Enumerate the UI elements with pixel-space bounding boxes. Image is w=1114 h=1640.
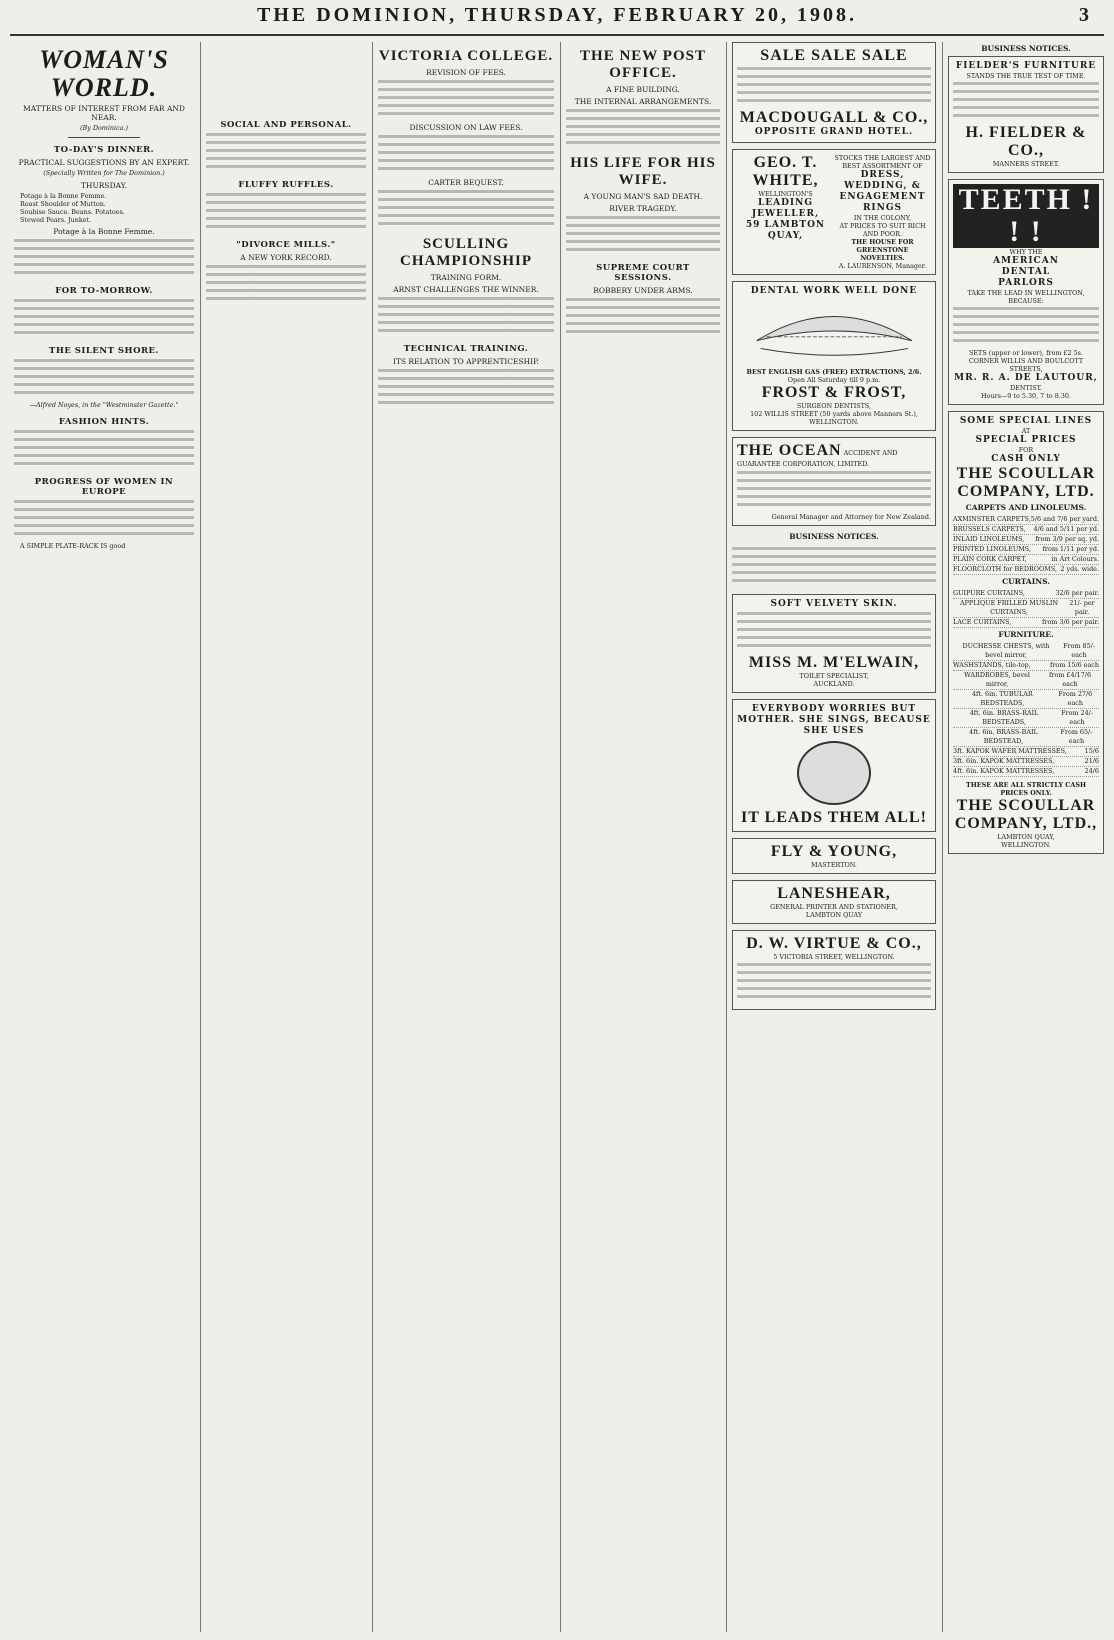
column-post-office — [566, 42, 720, 1632]
masthead-title: THE DOMINION, THURSDAY, FEBRUARY 20, 1908. — [257, 4, 857, 26]
body-text — [206, 133, 366, 173]
ad-firm: MACDOUGALL & CO., — [739, 109, 929, 126]
body-text — [14, 500, 194, 540]
body-text — [566, 109, 720, 149]
price-item: 4ft. 6in. TUBULAR BEDSTEADS, — [971, 690, 1033, 707]
article-heading: TO-DAY'S DINNER. — [53, 144, 155, 155]
ad-text: WHY THE — [1009, 248, 1043, 256]
dentures-illustration — [747, 301, 922, 361]
article-heading: TECHNICAL TRAINING. — [403, 344, 529, 354]
price-row — [953, 525, 1099, 535]
article-heading: VICTORIA COLLEGE. — [378, 48, 554, 64]
price-row — [953, 618, 1099, 628]
price-row — [953, 690, 1099, 709]
recipe-heading: Potage à la Bonne Femme. — [53, 227, 155, 237]
list-heading: CARPETS AND LINOLEUMS. — [965, 503, 1087, 512]
price-item: DUCHESSE CHESTS, with bevel mirror, — [962, 642, 1050, 659]
ad-text: IN THE COLONY, — [853, 214, 912, 222]
poem-text — [14, 359, 194, 399]
curtains-list — [953, 589, 1099, 628]
body-text: A SIMPLE PLATE-RACK IS good — [20, 542, 126, 551]
article-heading: PROGRESS OF WOMEN IN EUROPE — [34, 477, 174, 498]
price-value: from £4/17/6 each — [1049, 671, 1092, 688]
ad-headline: TEETH ! ! ! — [953, 184, 1099, 248]
ad-firm: MISS M. M'ELWAIN, — [748, 653, 920, 671]
ad-fielder — [948, 56, 1104, 173]
ad-text — [953, 82, 1099, 122]
ad-text: SURGEON DENTISTS, — [796, 401, 872, 410]
body-text — [378, 369, 554, 409]
ad-tagline: STANDS THE TRUE TEST OF TIME. — [966, 72, 1086, 80]
furniture-list — [953, 642, 1099, 777]
masthead — [0, 4, 1114, 44]
price-item: 3ft. KAPOK WAFER MATTRESSES, — [953, 747, 1067, 755]
price-item: 4ft. 6in. BRASS-RAIL BEDSTEADS, — [969, 709, 1039, 726]
article-subheading: A NEW YORK RECORD. — [240, 253, 332, 262]
ad-text: General Manager and Attorney for New Zealand. — [771, 512, 931, 521]
ad-laneshear — [732, 880, 936, 924]
ad-mcelwain — [732, 594, 936, 693]
menu-item: Stewed Pears. Junket. — [20, 215, 92, 224]
ad-text: AT PRICES TO SUIT RICH AND POOR. — [839, 222, 926, 238]
article-subheading: PRACTICAL SUGGESTIONS BY AN EXPERT. — [18, 157, 190, 167]
price-value: 2 yds. wide. — [1060, 565, 1099, 573]
ad-headline: DENTAL WORK WELL DONE — [750, 286, 918, 296]
ad-text: ACCIDENT AND GUARANTEE CORPORATION, LIMITED. — [737, 448, 898, 468]
ad-text: Hours—9 to 5.30, 7 to 8.30. — [981, 392, 1071, 400]
ad-white-jeweller — [732, 149, 936, 275]
price-row — [953, 671, 1099, 690]
ad-scoullar — [948, 411, 1104, 854]
ad-text: Open All Saturday till 9 p.m. — [787, 375, 881, 384]
menu-item: Roast Shoulder of Mutton. — [20, 199, 106, 208]
price-row — [953, 535, 1099, 545]
price-value: From 85/- each — [1063, 642, 1095, 659]
ad-text: DENTIST. — [1010, 384, 1042, 392]
price-row — [953, 661, 1099, 671]
price-value: from 1/11 per yd. — [1042, 545, 1099, 553]
list-heading: FURNITURE. — [998, 630, 1054, 639]
ad-text: GENERAL PRINTER AND STATIONER, — [770, 902, 898, 911]
body-text — [378, 135, 554, 175]
ad-firm: FLY & YOUNG, — [770, 842, 898, 860]
article-subheading: DISCUSSION ON LAW FEES. — [409, 123, 523, 132]
price-item: APPLIQUE FRILLED MUSLIN CURTAINS, — [960, 599, 1059, 616]
section-heading: BUSINESS NOTICES. — [981, 44, 1071, 53]
ad-address: CORNER WILLIS AND BOULCOTT STREETS, — [968, 357, 1084, 373]
price-value: From 24/- each — [1061, 709, 1093, 726]
column-advertisements — [732, 42, 936, 1632]
article-subheading: A FINE BUILDING. — [606, 85, 680, 94]
ad-american-dental — [948, 179, 1104, 405]
sewing-machine-emblem — [797, 741, 871, 805]
price-item: AXMINSTER CARPETS, — [953, 515, 1031, 523]
price-row — [953, 545, 1099, 555]
ad-text: A. LAURENSON, Manager. — [838, 262, 927, 270]
price-row — [953, 642, 1099, 661]
body-text — [378, 80, 554, 120]
ad-text: MR. R. A. DE LAUTOUR, — [954, 373, 1098, 383]
ad-text: THE HOUSE FOR GREENSTONE NOVELTIES. — [851, 238, 914, 262]
ad-text: FOR — [1018, 446, 1034, 454]
column-divider — [726, 42, 727, 1632]
ad-text: THESE ARE ALL STRICTLY CASH PRICES ONLY. — [966, 781, 1086, 797]
column-divider — [372, 42, 373, 1632]
section-heading: BUSINESS NOTICES. — [789, 531, 879, 541]
price-value: 5/6 and 7/6 per yard. — [1030, 515, 1099, 523]
ad-ocean — [732, 437, 936, 526]
ad-firm: THE OCEAN — [737, 441, 842, 459]
price-item: FLOORCLOTH for BEDROOMS, — [953, 565, 1058, 573]
price-item: 4ft. 6in. KAPOK MATTRESSES, — [953, 767, 1055, 775]
ad-virtue — [732, 930, 936, 1010]
ad-text — [737, 471, 931, 511]
menu-item: Soubise Sauce. Beans. Potatoes. — [20, 207, 125, 216]
ad-text: TOILET SPECIALIST, — [799, 671, 869, 680]
ad-text: WELLINGTON'S — [758, 190, 813, 198]
price-row — [953, 555, 1099, 565]
section-heading: WOMAN'S WORLD. — [39, 45, 169, 102]
article-subheading: RIVER TRAGEDY. — [609, 204, 677, 213]
ad-text: AT — [1021, 427, 1031, 435]
ad-text — [737, 963, 931, 1003]
ad-headline: SPECIAL PRICES — [975, 435, 1077, 445]
ad-firm: D. W. VIRTUE & CO., — [746, 934, 922, 952]
page-number: 3 — [1079, 4, 1092, 26]
ad-firm: THE SCOULLAR COMPANY, LTD., — [954, 797, 1098, 832]
price-row — [953, 589, 1099, 599]
price-row — [953, 599, 1099, 618]
price-item: 4ft. 6in. BRASS-BAIL BEDSTEAD, — [969, 728, 1038, 745]
ad-address: 59 LAMBTON QUAY, — [745, 220, 826, 241]
ad-firm: FROST & FROST, — [761, 383, 907, 401]
body-text — [378, 190, 554, 230]
price-value: from 15/6 each — [1049, 661, 1099, 669]
ad-sale — [732, 42, 936, 143]
column-divider — [560, 42, 561, 1632]
price-value: in Art Colours. — [1051, 555, 1099, 563]
ad-firm: THE SCOULLAR COMPANY, LTD. — [956, 465, 1096, 500]
price-value: from 3/6 per pair. — [1042, 618, 1099, 626]
ad-dental — [732, 281, 936, 431]
ad-headline: SOFT VELVETY SKIN. — [770, 598, 898, 609]
price-row — [953, 728, 1099, 747]
price-item: PRINTED LINOLEUMS, — [953, 545, 1031, 553]
price-value: 4/6 and 5/11 per yd. — [1033, 525, 1099, 533]
article-heading: HIS LIFE FOR HIS WIFE. — [570, 155, 716, 188]
body-text — [14, 430, 194, 470]
ad-address: WELLINGTON. — [1001, 841, 1051, 849]
price-value: 32/6 per pair. — [1055, 589, 1099, 597]
price-value: From 65/- each — [1060, 728, 1093, 745]
column-victoria-college — [378, 42, 554, 1632]
price-value: from 3/9 per sq. yd. — [1035, 535, 1099, 543]
article-heading: FOR TO-MORROW. — [55, 286, 153, 297]
price-value: From 27/6 each — [1058, 690, 1093, 707]
article-heading: FLUFFY RUFFLES. — [238, 180, 334, 190]
ad-text — [737, 612, 931, 652]
article-heading: "DIVORCE MILLS." — [236, 240, 336, 250]
ad-headline: FIELDER'S FURNITURE — [955, 61, 1097, 71]
price-value: 15/6 — [1084, 747, 1099, 755]
ad-text — [737, 67, 931, 107]
price-item: WASHSTANDS, tile-top, — [953, 661, 1031, 669]
price-row — [953, 709, 1099, 728]
ad-text: STOCKS THE LARGEST AND BEST ASSORTMENT OF — [834, 154, 931, 170]
article-subheading: ROBBERY UNDER ARMS. — [593, 286, 693, 295]
article-subheading: ITS RELATION TO APPRENTICESHIP. — [392, 357, 540, 366]
ad-headline: CASH ONLY — [991, 454, 1061, 464]
ad-headline: SOME SPECIAL LINES — [959, 416, 1093, 426]
body-text — [206, 193, 366, 233]
ad-firm: H. FIELDER & CO., — [965, 124, 1087, 159]
ad-address: 5 VICTORIA STREET, WELLINGTON. — [773, 952, 895, 961]
column-social — [206, 42, 366, 1632]
ad-address: LAMBTON QUAY — [805, 910, 863, 919]
column-divider — [200, 42, 201, 1632]
ad-singer — [732, 699, 936, 832]
article-heading: SCULLING CHAMPIONSHIP — [400, 236, 532, 269]
price-item: 3ft. 6in. KAPOK MATTRESSES, — [953, 757, 1055, 765]
ad-text: LEADING JEWELLER, — [751, 198, 820, 219]
ad-headline: SALE SALE SALE — [760, 47, 908, 64]
article-subheading: REVISION OF FEES. — [426, 68, 506, 77]
byline: (By Dominica.) — [80, 124, 128, 132]
body-text — [378, 297, 554, 337]
price-item: PLAIN CORK CARPET, — [953, 555, 1027, 563]
ad-text: DENTAL — [1001, 267, 1051, 277]
column-womans-world — [14, 42, 194, 1632]
article-subheading: A YOUNG MAN'S SAD DEATH. — [583, 192, 703, 201]
body-text — [566, 298, 720, 338]
article-subheading: THE INTERNAL ARRANGEMENTS. — [574, 97, 712, 106]
ad-text: BEST ENGLISH GAS (FREE) EXTRACTIONS, 2/6. — [746, 367, 922, 376]
ad-text: MASTERTON. — [811, 860, 857, 869]
price-row — [953, 767, 1099, 777]
article-heading: THE NEW POST OFFICE. — [580, 48, 706, 81]
body-text — [732, 547, 936, 587]
ad-headline: EVERYBODY WORRIES BUT MOTHER. SHE SINGS, BECAUSE SHE USES — [737, 703, 931, 736]
ad-text: AUCKLAND. — [813, 679, 855, 688]
price-value: 21/6 — [1084, 757, 1099, 765]
list-heading: CURTAINS. — [1002, 577, 1050, 586]
ad-address: MANNERS STREET. — [992, 160, 1060, 168]
article-subheading: CARTER BEQUEST. — [428, 178, 504, 187]
article-heading: SOCIAL AND PERSONAL. — [220, 120, 352, 130]
ad-address: OPPOSITE GRAND HOTEL. — [754, 127, 914, 137]
ad-firm: GEO. T. WHITE, — [752, 154, 819, 189]
column-business-notices — [948, 42, 1104, 1632]
masthead-rule — [10, 34, 1104, 36]
article-subheading: ARNST CHALLENGES THE WINNER. — [393, 285, 539, 294]
body-text — [206, 265, 366, 305]
price-item: WARDROBES, bevel mirror, — [964, 671, 1030, 688]
body-text — [566, 216, 720, 256]
menu-day: THURSDAY. — [80, 180, 128, 190]
price-item: LACE CURTAINS, — [953, 618, 1012, 626]
poem-heading: THE SILENT SHORE. — [49, 346, 159, 357]
article-note: (Specially Written for The Dominion.) — [43, 168, 165, 177]
menu-list — [20, 193, 194, 225]
ad-fly-young — [732, 838, 936, 874]
price-item: INLAID LINOLEUMS, — [953, 535, 1025, 543]
section-subheading: MATTERS OF INTEREST FROM FAR AND NEAR. — [23, 104, 185, 122]
ad-text: PARLORS — [998, 278, 1054, 288]
article-heading: FASHION HINTS. — [58, 417, 150, 428]
ad-headline: DRESS, WEDDING, & ENGAGEMENT RINGS — [839, 170, 926, 213]
article-heading: SUPREME COURT SESSIONS. — [596, 263, 690, 283]
ad-address: 102 WILLIS STREET (50 yards above Manners St.), WELLINGTON. — [750, 409, 918, 426]
ad-text — [953, 307, 1099, 347]
divider — [68, 137, 140, 138]
poem-author: —Alfred Noyes, in the "Westminster Gazette." — [29, 401, 179, 410]
price-row — [953, 515, 1099, 525]
ad-address: LAMBTON QUAY, — [997, 833, 1055, 841]
price-item: GUIPURE CURTAINS, — [953, 589, 1025, 597]
price-row — [953, 757, 1099, 767]
column-divider — [942, 42, 943, 1632]
ad-text: SETS (upper or lower), from £2 5s. — [969, 349, 1083, 357]
price-value: 24/6 — [1084, 767, 1099, 775]
ad-text: TAKE THE LEAD IN WELLINGTON, — [967, 289, 1085, 297]
price-row — [953, 565, 1099, 575]
body-text — [14, 239, 194, 279]
menu-item: Potage à la Bonne Femme. — [20, 191, 107, 200]
body-text — [14, 299, 194, 339]
price-item: BRUSSELS CARPETS, — [953, 525, 1026, 533]
ad-text: AMERICAN — [993, 256, 1059, 266]
article-subheading: TRAINING FORM. — [430, 273, 502, 282]
price-row — [953, 747, 1099, 757]
carpets-list — [953, 515, 1099, 575]
ad-text: BECAUSE: — [1008, 297, 1044, 305]
ad-firm: LANESHEAR, — [777, 884, 891, 902]
price-value: 21/- per pair. — [1069, 599, 1095, 616]
ad-tagline: IT LEADS THEM ALL! — [741, 808, 927, 826]
